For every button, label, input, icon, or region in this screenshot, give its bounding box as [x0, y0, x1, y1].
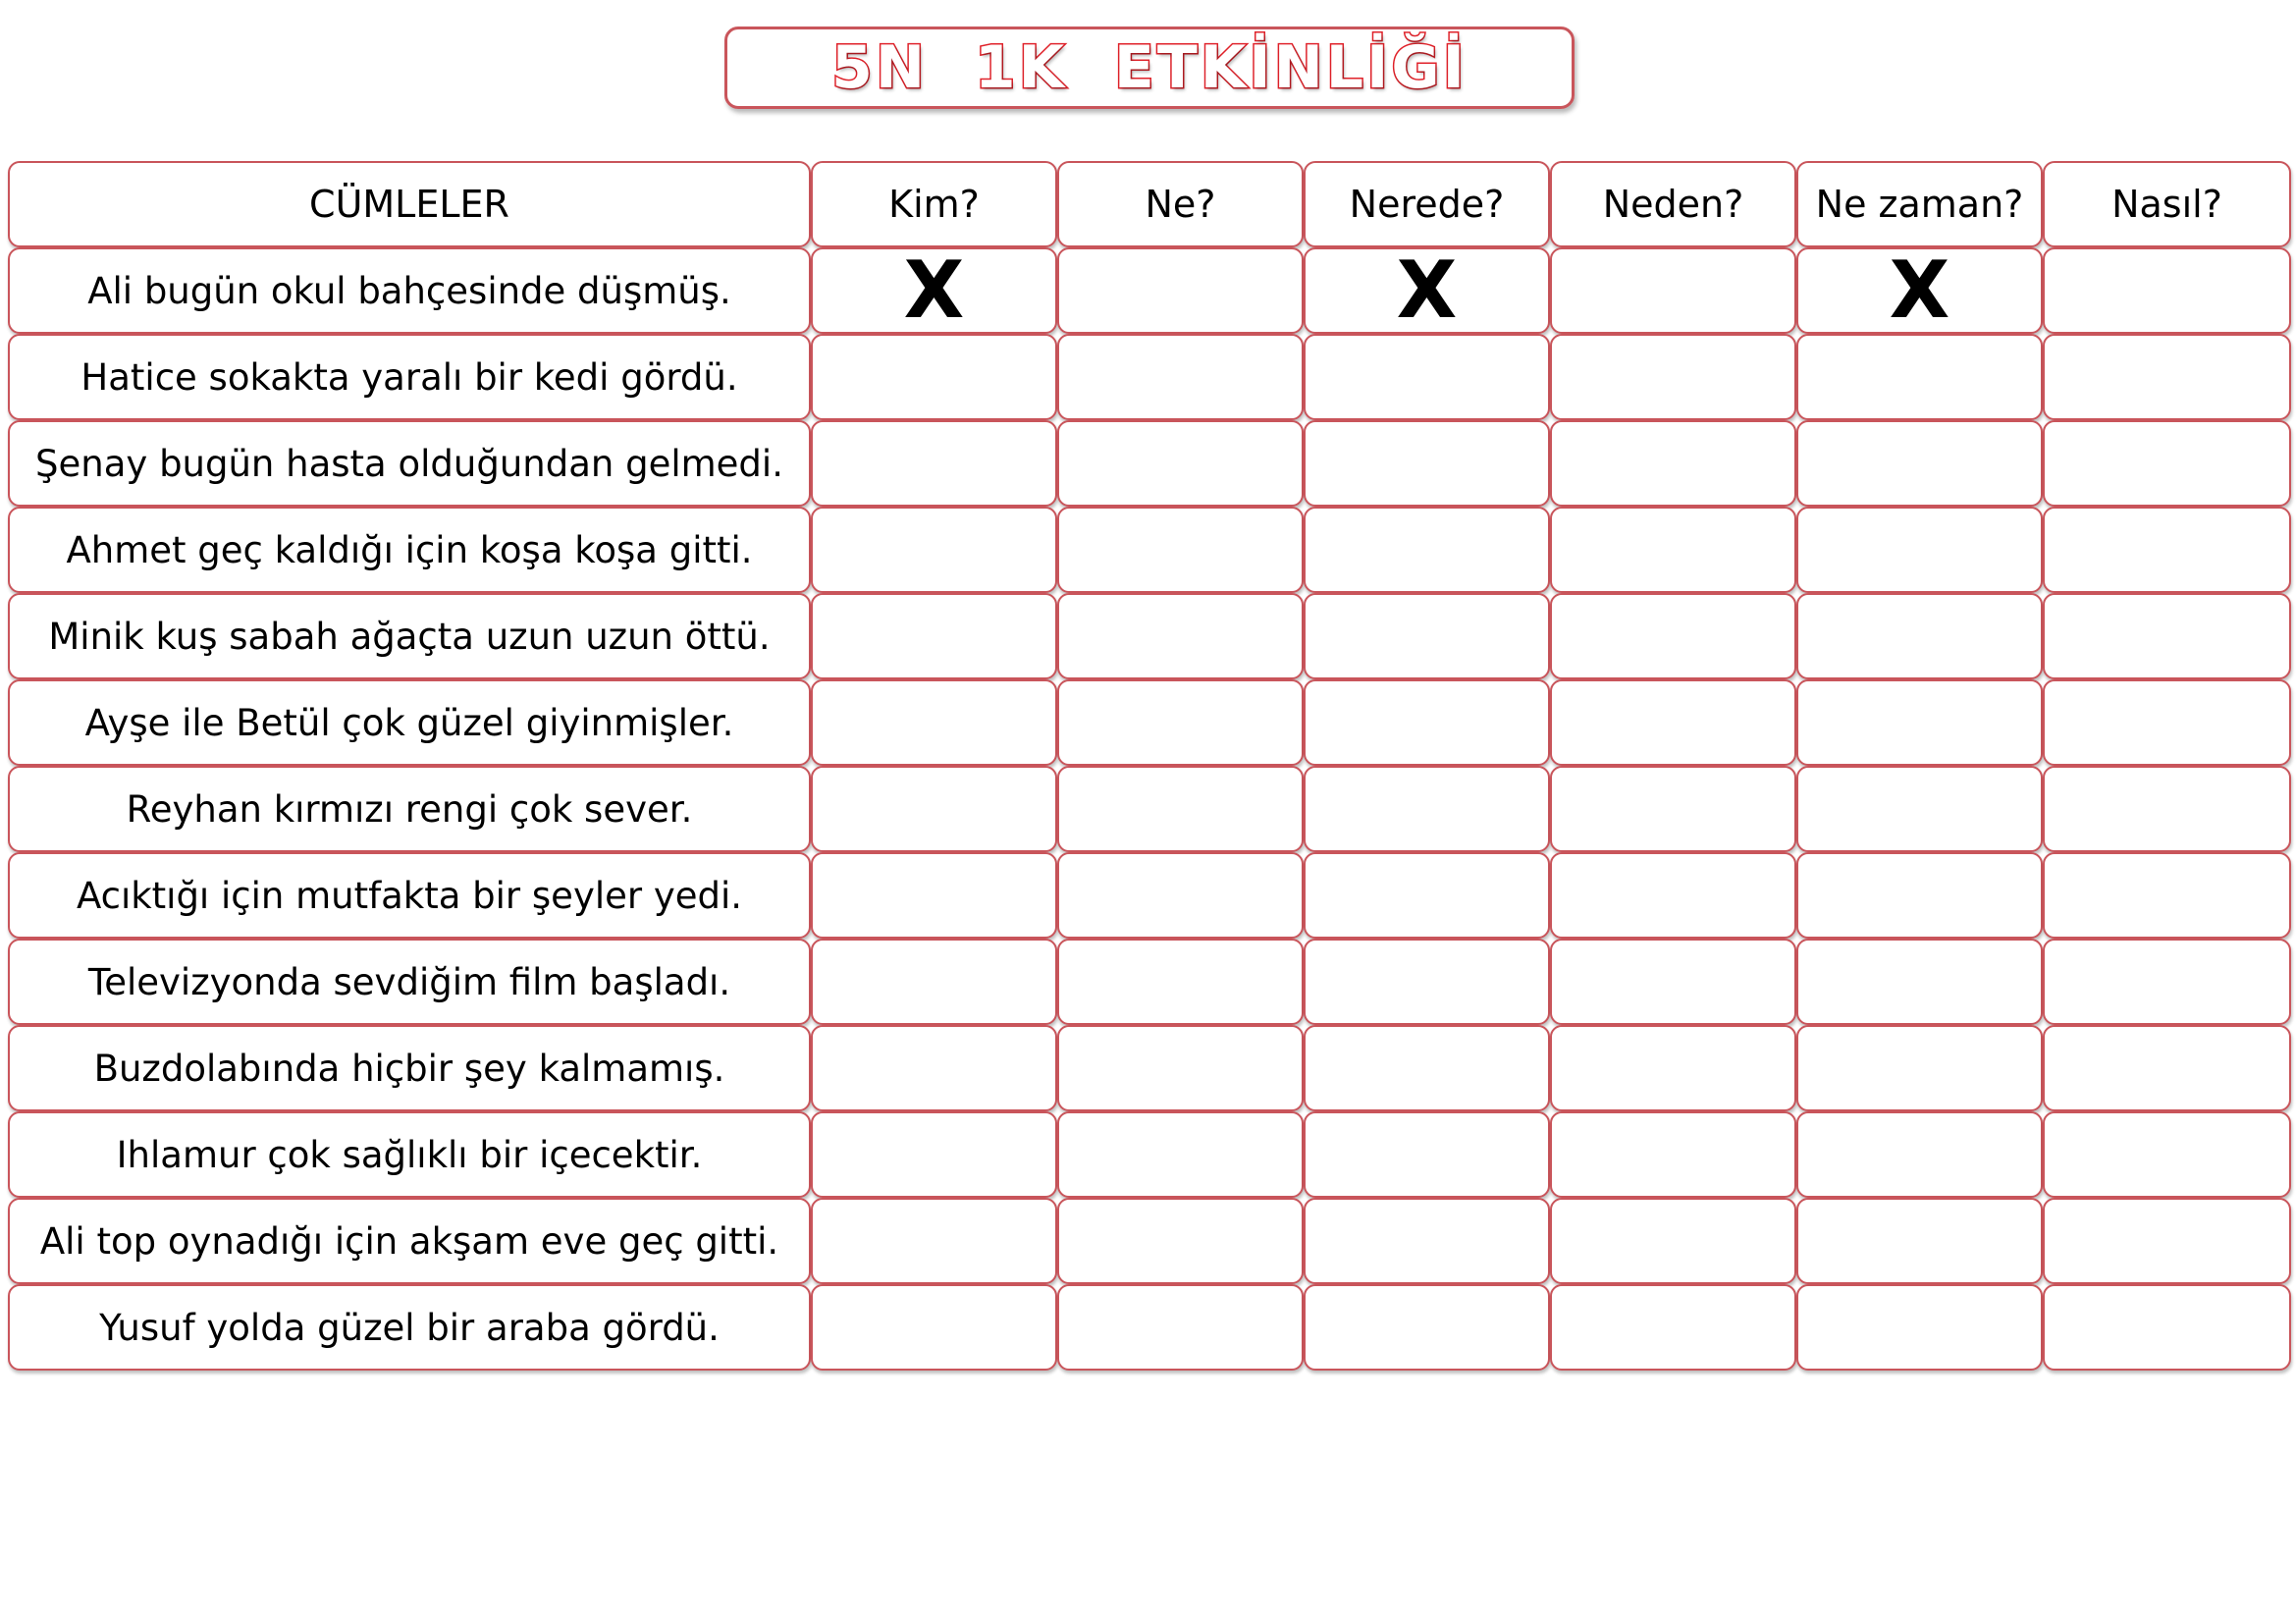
- answer-cell[interactable]: [1550, 1111, 1796, 1198]
- answer-cell[interactable]: [1550, 1284, 1796, 1371]
- answer-cell[interactable]: [1796, 766, 2043, 852]
- answer-cell[interactable]: [811, 420, 1057, 507]
- answer-cell[interactable]: [811, 1025, 1057, 1111]
- answer-cell[interactable]: [1796, 1111, 2043, 1198]
- activity-table: [8, 161, 2291, 1371]
- answer-cell[interactable]: [1057, 1284, 1304, 1371]
- answer-cell[interactable]: [1550, 247, 1796, 334]
- answer-cell[interactable]: [1304, 507, 1550, 593]
- answer-cell[interactable]: [1304, 420, 1550, 507]
- answer-cell[interactable]: [1550, 593, 1796, 679]
- answer-cell[interactable]: [1550, 420, 1796, 507]
- sentence-cell: Reyhan kırmızı rengi çok sever.: [8, 766, 811, 852]
- answer-cell[interactable]: [2043, 507, 2291, 593]
- answer-cell[interactable]: [811, 766, 1057, 852]
- answer-cell[interactable]: [2043, 1025, 2291, 1111]
- answer-cell[interactable]: [1057, 334, 1304, 420]
- answer-cell[interactable]: [2043, 247, 2291, 334]
- answer-cell[interactable]: [1304, 939, 1550, 1025]
- answer-cell[interactable]: [1057, 1111, 1304, 1198]
- answer-cell[interactable]: [1057, 852, 1304, 939]
- answer-cell[interactable]: [811, 1284, 1057, 1371]
- answer-cell[interactable]: [2043, 420, 2291, 507]
- answer-cell[interactable]: [1796, 1025, 2043, 1111]
- sentence-cell: Ihlamur çok sağlıklı bir içecektir.: [8, 1111, 811, 1198]
- page-title: 5N 1K ETKİNLİĞİ: [831, 33, 1468, 102]
- answer-cell[interactable]: [1550, 679, 1796, 766]
- answer-cell[interactable]: [2043, 939, 2291, 1025]
- answer-cell[interactable]: [2043, 1198, 2291, 1284]
- answer-cell[interactable]: [1796, 1284, 2043, 1371]
- header-how: Nasıl?: [2043, 161, 2291, 247]
- answer-cell[interactable]: [1304, 1111, 1550, 1198]
- answer-cell[interactable]: [1057, 1025, 1304, 1111]
- answer-cell[interactable]: [811, 1198, 1057, 1284]
- header-where: Nerede?: [1304, 161, 1550, 247]
- sentence-cell: Şenay bugün hasta olduğundan gelmedi.: [8, 420, 811, 507]
- answer-cell[interactable]: [1304, 1198, 1550, 1284]
- answer-cell[interactable]: [2043, 593, 2291, 679]
- answer-cell[interactable]: [811, 593, 1057, 679]
- answer-cell[interactable]: [2043, 852, 2291, 939]
- answer-cell[interactable]: [811, 852, 1057, 939]
- answer-cell[interactable]: [1057, 593, 1304, 679]
- answer-cell[interactable]: [1057, 420, 1304, 507]
- answer-cell[interactable]: [1550, 766, 1796, 852]
- sentence-cell: Acıktığı için mutfakta bir şeyler yedi.: [8, 852, 811, 939]
- sentence-cell: Televizyonda sevdiğim film başladı.: [8, 939, 811, 1025]
- answer-cell[interactable]: [1550, 1025, 1796, 1111]
- header-what: Ne?: [1057, 161, 1304, 247]
- answer-cell[interactable]: X: [1304, 247, 1550, 334]
- answer-cell[interactable]: [1796, 334, 2043, 420]
- answer-cell[interactable]: [1796, 507, 2043, 593]
- sentence-cell: Buzdolabında hiçbir şey kalmamış.: [8, 1025, 811, 1111]
- answer-cell[interactable]: [811, 334, 1057, 420]
- answer-cell[interactable]: [1057, 939, 1304, 1025]
- header-sentences: CÜMLELER: [8, 161, 811, 247]
- header-when: Ne zaman?: [1796, 161, 2043, 247]
- answer-cell[interactable]: [1057, 507, 1304, 593]
- answer-cell[interactable]: [1057, 247, 1304, 334]
- sentence-cell: Ahmet geç kaldığı için koşa koşa gitti.: [8, 507, 811, 593]
- answer-cell[interactable]: [811, 679, 1057, 766]
- answer-cell[interactable]: [1304, 334, 1550, 420]
- answer-cell[interactable]: [1796, 1198, 2043, 1284]
- answer-cell[interactable]: [1057, 766, 1304, 852]
- answer-cell[interactable]: [1796, 593, 2043, 679]
- header-who: Kim?: [811, 161, 1057, 247]
- answer-cell[interactable]: [1796, 939, 2043, 1025]
- answer-cell[interactable]: [1796, 420, 2043, 507]
- answer-cell[interactable]: [2043, 1111, 2291, 1198]
- answer-cell[interactable]: [1304, 593, 1550, 679]
- sentence-cell: Ayşe ile Betül çok güzel giyinmişler.: [8, 679, 811, 766]
- answer-cell[interactable]: [2043, 1284, 2291, 1371]
- sentence-cell: Hatice sokakta yaralı bir kedi gördü.: [8, 334, 811, 420]
- sentence-cell: Minik kuş sabah ağaçta uzun uzun öttü.: [8, 593, 811, 679]
- answer-cell[interactable]: [1550, 334, 1796, 420]
- answer-cell[interactable]: [1550, 507, 1796, 593]
- answer-cell[interactable]: [2043, 679, 2291, 766]
- answer-cell[interactable]: X: [811, 247, 1057, 334]
- answer-cell[interactable]: X: [1796, 247, 2043, 334]
- header-why: Neden?: [1550, 161, 1796, 247]
- sentence-cell: Yusuf yolda güzel bir araba gördü.: [8, 1284, 811, 1371]
- answer-cell[interactable]: [811, 507, 1057, 593]
- answer-cell[interactable]: [811, 1111, 1057, 1198]
- answer-cell[interactable]: [811, 939, 1057, 1025]
- answer-cell[interactable]: [1304, 852, 1550, 939]
- answer-cell[interactable]: [1304, 679, 1550, 766]
- title-banner: [724, 27, 1575, 109]
- answer-cell[interactable]: [1304, 1025, 1550, 1111]
- answer-cell[interactable]: [1550, 939, 1796, 1025]
- answer-cell[interactable]: [1304, 766, 1550, 852]
- answer-cell[interactable]: [1304, 1284, 1550, 1371]
- answer-cell[interactable]: [1057, 679, 1304, 766]
- answer-cell[interactable]: [1057, 1198, 1304, 1284]
- answer-cell[interactable]: [2043, 334, 2291, 420]
- answer-cell[interactable]: [2043, 766, 2291, 852]
- answer-cell[interactable]: [1550, 852, 1796, 939]
- answer-cell[interactable]: [1550, 1198, 1796, 1284]
- answer-cell[interactable]: [1796, 679, 2043, 766]
- answer-cell[interactable]: [1796, 852, 2043, 939]
- sentence-cell: Ali bugün okul bahçesinde düşmüş.: [8, 247, 811, 334]
- sentence-cell: Ali top oynadığı için akşam eve geç gitti.: [8, 1198, 811, 1284]
